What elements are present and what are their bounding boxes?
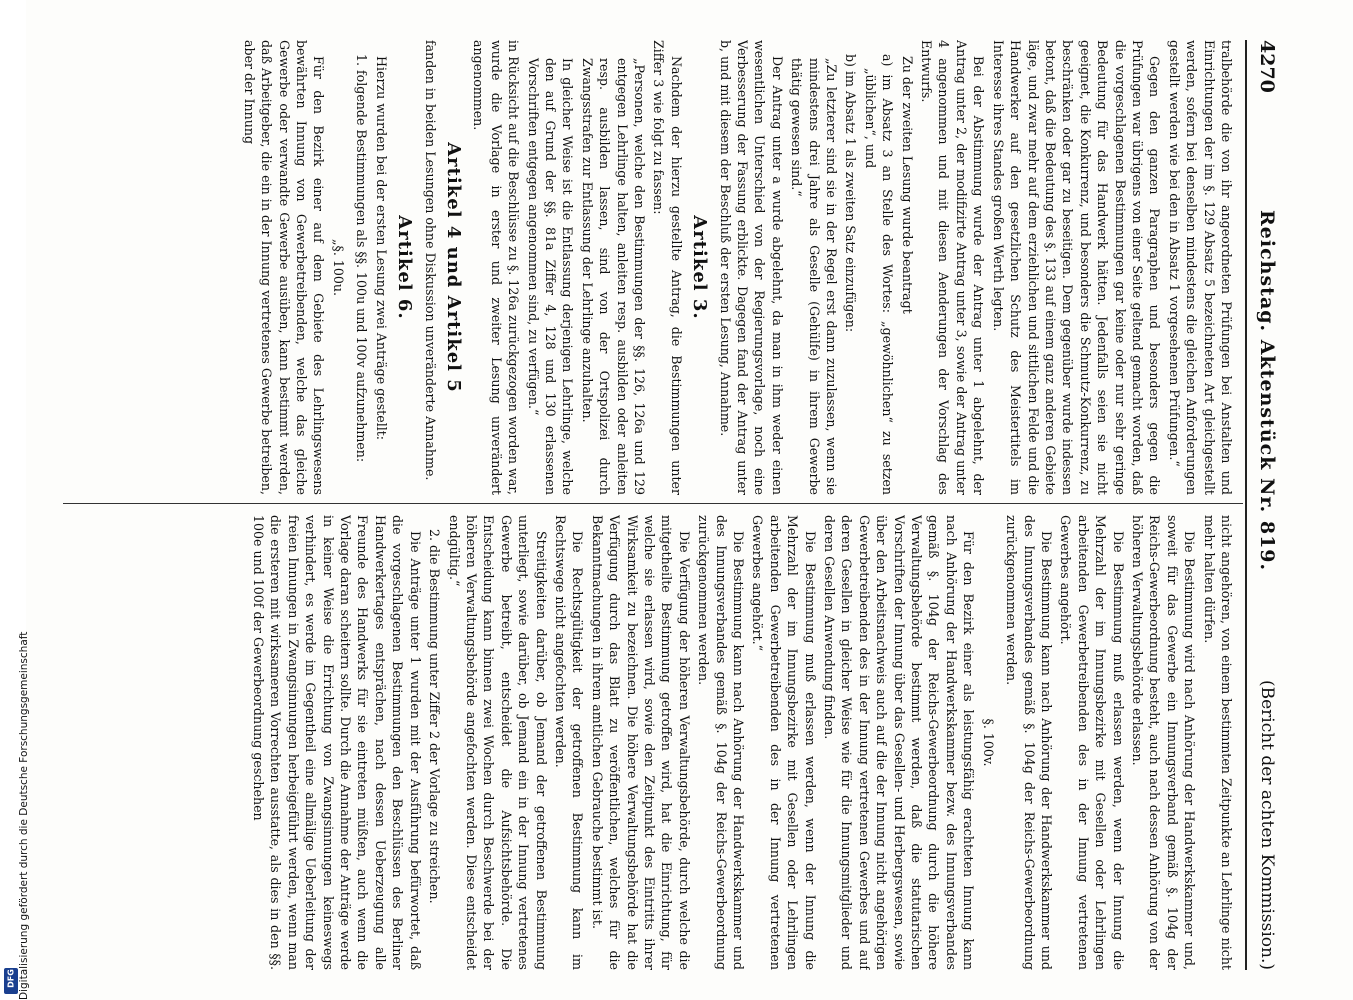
funding-credit: Digitalisierung gefördert durch die Deutsche Forschungsgemeinschaft bbox=[18, 631, 30, 1000]
quotation: In gleicher Weise ist die Entlassung derjenigen Lehrlinge, welche den auf Grund der §§. 81a Ziffer 4, 128 und 130 erlassenen Vorschriften entgegen angenommen sind, zu verfügen.“ bbox=[525, 58, 576, 495]
paragraph: nicht angehören, von einem bestimmten Zeitpunkte an Lehrlinge nicht mehr halten dürfen. bbox=[1201, 515, 1234, 970]
page-number: 4270 bbox=[1256, 40, 1278, 93]
list-item: a) im Absatz 3 an Stelle des Wortes: „gewöhnlichen“ zu setzen „üblichen“, und bbox=[862, 54, 896, 495]
dfg-logo-icon bbox=[4, 968, 18, 994]
paragraph-number: „§. 100u. bbox=[330, 239, 346, 296]
paragraph: Nachdem der hierzu gestellte Antrag, die Bestimmungen unter Ziffer 3 wie folgt zu fassen: bbox=[651, 40, 684, 495]
paragraph: Die Verfügung der höheren Verwaltungsbehörde, durch welche die mitgetheilte Bestimmung getroffen wird, hat die Einrichtung, für welche sie erlassen wird, sowie den Zeitpunkt des Eintritts ihrer Wirksamkeit zu bezeichnen. Die höhere Verwaltungsbehörde hat die Verfügung durch das Blatt zu veröffentlichen, welches für die Bekanntmachungen in ihrem amtlichen Gebrauche bestimmt ist. bbox=[589, 515, 692, 970]
column-divider bbox=[63, 503, 1243, 504]
paragraph: Für den Bezirk einer auf dem Gebiete des Lehrlingswesens bewährten Innung von Gewerbetreibenden, welche das gleiche Gewerbe oder verwandte Gewerbe ausüben, kann bestimmt werden, daß Arbeitgeber, die ein in der Innung vertretenes Gewerbe betreiben, aber der Innung bbox=[241, 40, 327, 495]
paragraph: Die Anträge unter 1 wurden mit der Ausführung befürwortet, daß die vorgeschlagenen Bestimmungen den Beschlüssen des Berliner Handwerkertages entsprächen, nach dessen Ueberzeugung alle Freunde des Handwerks für sie eintreten müßten, auch wenn die Vorlage daran scheitern sollte. Durch die Annahme der Anträge werde in keiner Weise die Errichtung von Zwangsinnungen keineswegs verhindert, es werde im Gegentheil eine allmälige Ueberleitung der freien Innungen in Zwangsinnungen herbeigeführt werden, wenn man die ersteren mit wirksameren Vorrechten ausstatte, als dies in den §§. 100e und 100f der Gewerbeordnung geschehen bbox=[251, 515, 423, 970]
left-column bbox=[65, 40, 1235, 495]
paragraph-number: §. 100v. bbox=[980, 718, 996, 767]
paragraph: Die Bestimmung muß erlassen werden, wenn der Innung die Mehrzahl der im Innungsbezirke mit Gesellen oder Lehrlingen arbeitenden Gewerbetreibenden des in der Innung vertretenen Gewerbes angehört.“ bbox=[750, 515, 818, 970]
paragraph: Die Rechtsgültigkeit der getroffenen Bestimmung kann im Rechtswege nicht angefochten werden. bbox=[552, 515, 586, 970]
section-heading: Artikel 4 und Artikel 5 bbox=[442, 142, 464, 393]
paragraph: Streitigkeiten darüber, ob Jemand der getroffenen Bestimmung unterliegt, sowie darüber, ob Jemand ein in der Innung vertretenes Gewerbe betreibt, entscheidet die Aufsichtsbehörde. Die Entscheidung kann binnen zwei Wochen durch Beschwerde bei der höheren Verwaltungsbehörde angefochten werden. Diese entscheidet endgültig.“ bbox=[446, 515, 549, 970]
paragraph: fanden in beiden Lesungen ohne Diskussion unveränderte Annahme. bbox=[422, 40, 438, 481]
paragraph: in Rücksicht auf die Beschlüsse zu §. 126a zurückgezogen worden war, wurde die Vorlage in erster und zweiter Lesung unverändert angenommen. bbox=[471, 40, 522, 495]
list-item: 1. folgende Bestimmungen als §§. 100u und 100v aufzunehmen: bbox=[354, 54, 370, 463]
list-item: 2. die Bestimmung unter Ziffer 2 der Vorlage zu streichen. bbox=[427, 529, 443, 904]
list-item: b) im Absatz 1 als zweiten Satz einzufügen: bbox=[843, 54, 859, 333]
paragraph: Die Bestimmung kann nach Anhörung der Handwerkskammer und des Innungsverbandes gemäß §. 104g der Reichs-Gewerbeordnung zurückgenommen werden. bbox=[1004, 515, 1054, 970]
paragraph: Die Bestimmung muß erlassen werden, wenn der Innung die Mehrzahl der im Innungsbezirke mit Gesellen oder Lehrlingen arbeitenden Gewerbetreibenden des in der Innung vertretenen Gewerbes angehört. bbox=[1058, 515, 1126, 970]
paragraph: Hierzu wurden bei der ersten Lesung zwei Anträge gestellt: bbox=[373, 56, 389, 441]
paragraph: Die Bestimmung kann nach Anhörung der Handwerkskammer und des Innungsverbandes gemäß §. 104g der Reichs-Gewerbeordnung zurückgenommen werden. bbox=[696, 515, 747, 970]
right-column bbox=[65, 515, 1235, 970]
paragraph: Zu der zweiten Lesung wurde beantragt bbox=[899, 56, 915, 314]
paragraph: tralbehörde die von ihr angeordneten Prüfungen bei Anstalten und Einrichtungen der im §. 129 Absatz 5 bezeichneten Art gleichgestellt werden, sofern bei denselben mindestens die gleichen Anforderungen gestellt werden wie bei den in Absatz 1 vorgesehenen Prüfungen.“ bbox=[1166, 40, 1234, 495]
page bbox=[53, 0, 1293, 1000]
paragraph: Der Antrag unter a wurde abgelehnt, da man in ihm weder einen wesentlichen Unterschied von der Regierungsvorlage, noch eine Verbesserung der Fassung erblickte. Dagegen fand der Antrag unter b, und mit diesem der Beschluß der ersten Lesung, Annahme. bbox=[717, 40, 785, 495]
section-heading: Artikel 3. bbox=[689, 215, 711, 320]
paragraph: Für den Bezirk einer als leistungsfähig erachteten Innung kann nach Anhörung der Handwerkskammer bezw. des Innungsverbandes gemäß §. 104g der Reichs-Gewerbeordnung durch die höhere Verwaltungsbehörde bestimmt werden, daß die statutarischen Vorschriften der Innung über das Gesellen- und Herbergswesen, sowie über den Arbeitsnachweis auch auf die der Innung nicht angehörigen Gewerbetreibenden des in der Innung vertretenen Gewerbes und auf deren Gesellen in gleicher Weise wie für die Innungsmitglieder und deren Gesellen Anwendung finden. bbox=[822, 515, 977, 970]
header-rule bbox=[1245, 40, 1247, 970]
quotation: „Zu letzterer sind sie in der Regel erst dann zuzulassen, wenn sie mindestens drei Jahre als Geselle (Gehülfe) in ihrem Gewerbe thätig gewesen sind.“ bbox=[789, 58, 840, 495]
paragraph: Gegen den ganzen Paragraphen und besonders gegen die Prüfungen war übrigens von einer Seite geltend gemacht worden, daß die vorgeschlagenen Bestimmungen gar keine oder nur sehr geringe Bedeutung für das Handwerk hätten. Jedenfalls seien sie nicht geeignet, die Konkurrenz, und besonders die Schmutz-Konkurrenz, zu beschränken oder gar zu beseitigen. Dem gegenüber wurde indessen betont, daß die Bedeutung des §. 133 auf einem ganz anderen Gebiete läge, und zwar mehr auf dem erziehlichen und sittlichen Felde und die Handwerker auf den gesetzlichen Schutz des Meistertitels im Interesse ihres Standes großen Werth legten. bbox=[990, 40, 1163, 495]
section-heading: Artikel 6. bbox=[394, 215, 416, 320]
document-title: Reichstag. Aktenstück Nr. 819. bbox=[1256, 210, 1278, 572]
document-subtitle: (Bericht der achten Kommission.) bbox=[1257, 679, 1277, 970]
paragraph: Die Bestimmung wird nach Anhörung der Handwerkskammer und, soweit für das Gewerbe ein Innungsverband gemäß §. 104g der Reichs-Gewerbeordnung besteht, auch nach dessen Anhörung von der höheren Verwaltungsbehörde erlassen. bbox=[1129, 515, 1198, 970]
dfg-logo-text: DFG bbox=[6, 969, 16, 988]
paragraph: Bei der Abstimmung wurde der Antrag unter 1 abgelehnt, der Antrag unter 2, der modifizirte Antrag unter 3, sowie der Antrag unter 4 angenommen und mit diesen Aenderungen der Vorschlag des Entwurfs. bbox=[919, 40, 987, 495]
rotated-page-content bbox=[53, 0, 1293, 1000]
page-header bbox=[1249, 40, 1285, 970]
quotation: „Personen, welche den Bestimmungen der §§. 126, 126a und 129 entgegen Lehrlinge halten, anleiten resp. ausbilden oder anleiten resp. ausbilden lassen, sind von der Ortspolizei durch Zwangsstrafen zur Entlassung der Lehrlinge anzuhalten. bbox=[579, 58, 647, 495]
digitization-footer bbox=[0, 0, 30, 1000]
